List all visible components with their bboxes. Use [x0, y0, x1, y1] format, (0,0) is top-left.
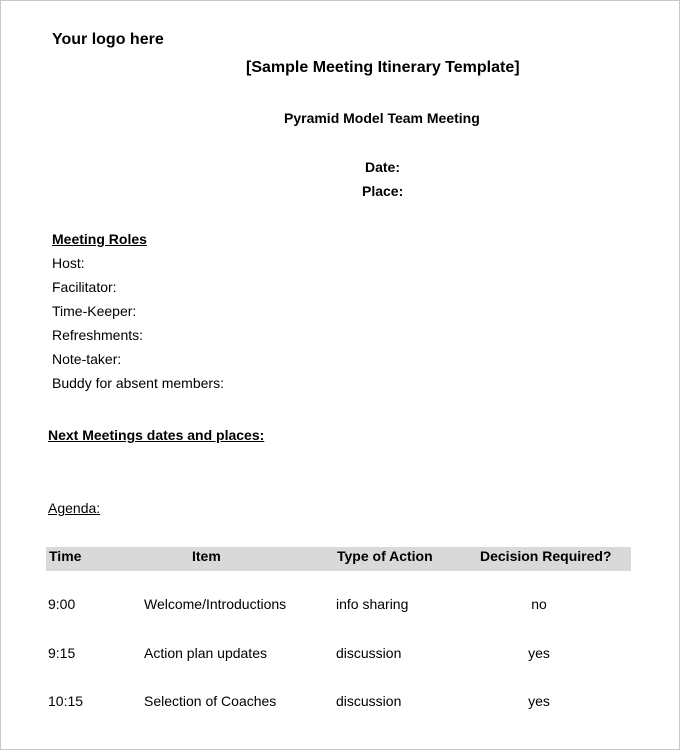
next-meetings-heading: Next Meetings dates and places: — [48, 427, 265, 443]
table-row — [1, 596, 679, 616]
column-header-time: Time — [49, 548, 82, 564]
column-header-decision-required: Decision Required? — [480, 548, 612, 564]
role-time-keeper: Time-Keeper: — [52, 303, 137, 319]
logo-placeholder: Your logo here — [52, 31, 164, 48]
cell-action: discussion — [336, 645, 402, 661]
date-label: Date: — [365, 159, 401, 175]
meeting-subtitle: Pyramid Model Team Meeting — [284, 110, 480, 126]
cell-decision: no — [531, 596, 547, 612]
cell-decision: yes — [528, 693, 550, 709]
cell-time: 9:15 — [48, 645, 76, 661]
meeting-roles-list — [52, 255, 224, 399]
cell-time: 10:15 — [48, 693, 84, 709]
role-refreshments: Refreshments: — [52, 327, 144, 343]
column-header-type-of-action: Type of Action — [337, 548, 433, 564]
cell-time: 9:00 — [48, 596, 76, 612]
meeting-roles-heading: Meeting Roles — [52, 231, 147, 247]
role-facilitator: Facilitator: — [52, 279, 117, 295]
column-header-item: Item — [192, 548, 221, 564]
cell-action: info sharing — [336, 596, 409, 612]
role-host: Host: — [52, 255, 85, 271]
role-note-taker: Note-taker: — [52, 351, 122, 367]
cell-item: Selection of Coaches — [144, 693, 277, 709]
document-title: [Sample Meeting Itinerary Template] — [246, 59, 520, 76]
table-row — [1, 645, 679, 665]
cell-decision: yes — [528, 645, 550, 661]
role-buddy: Buddy for absent members: — [52, 375, 224, 391]
place-label: Place: — [362, 183, 404, 199]
cell-item: Action plan updates — [144, 645, 267, 661]
table-row — [1, 693, 679, 713]
cell-item: Welcome/Introductions — [144, 596, 287, 612]
agenda-label: Agenda: — [48, 500, 101, 516]
cell-action: discussion — [336, 693, 402, 709]
